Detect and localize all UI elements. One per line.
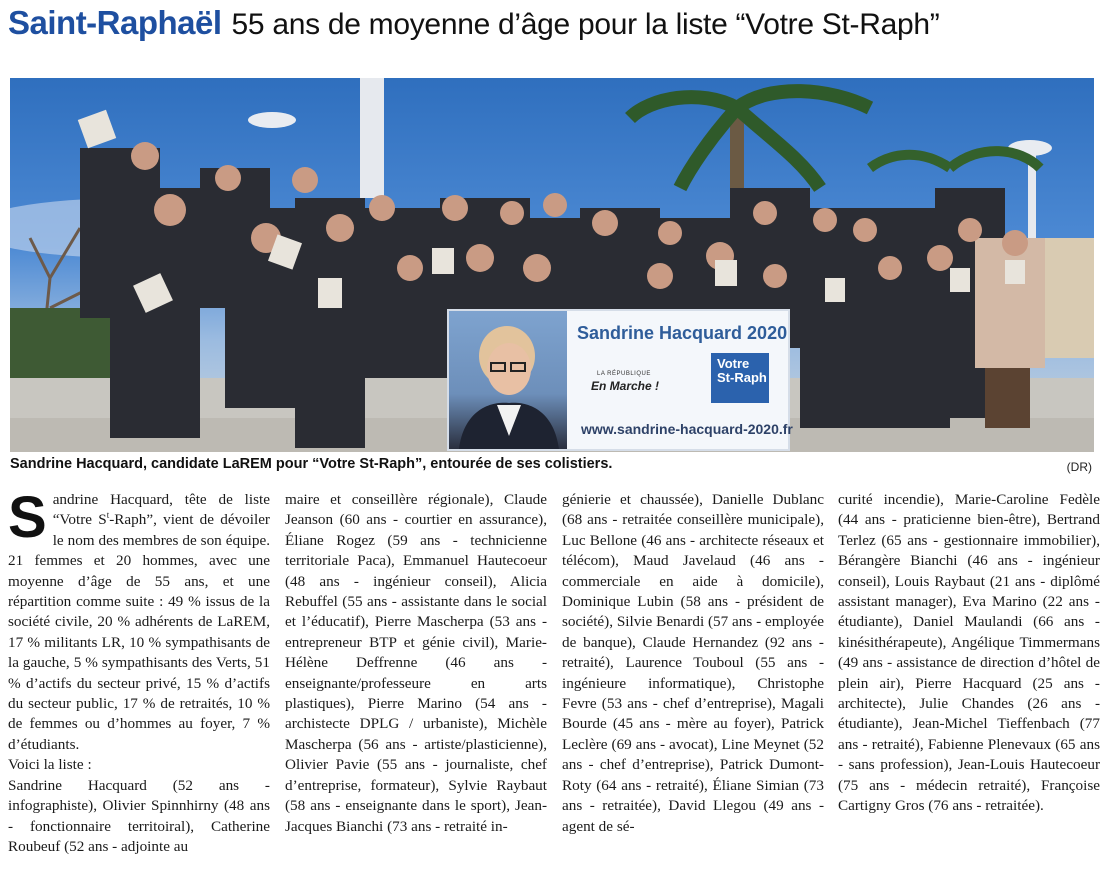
headline-title: 55 ans de moyenne d’âge pour la liste “Votre St-Raph”: [231, 8, 940, 41]
article-body: [8, 485, 1100, 874]
candidate-portrait: [449, 311, 567, 449]
group-photo: [10, 78, 1094, 452]
headline-town: Saint-Raphaël: [8, 4, 222, 41]
logo-line-1: Votre: [717, 356, 750, 371]
campaign-banner: [447, 309, 793, 451]
lead-part-2: -Raph”, vient de dévoiler le nom des membres de son équipe. 21 femmes et 20 hommes, avec une moyenne d’âge de 55 ans, et une répartition comme suite : 49 % issus de la société civile, 20 % adhérents de LaREM, 17 % militants LR, 10 % sympathisants de la gauche, 5 % sympathisants des Verts, 51 % d’actifs du secteur privé, 15 % d’actifs du secteur public, 17 % de retraités, 10 % de femmes ou d’hommes au foyer, 7 % d’étudiants.: [8, 511, 270, 753]
drop-cap: S: [8, 485, 47, 550]
list-part-3: génierie et chaussée), Danielle Dublanc (68 ans - retraitée conseillère municipale), Luc Bellone (46 ans - architecte réseaux et télécom), Maud Javelaud (46 ans - commerciale en aide à domicile), Dominique Lubin (58 ans - président de société), Silvie Benardi (57 ans - employée de banque), Claude Hernandez (92 ans - retraité), Laurence Touboul (55 ans - ingénieure informatique), Christophe Fevre (53 ans - chef d’entreprise), Magali Bourde (45 ans - mère au foyer), Patrick Leclère (69 ans - avocat), Line Meynet (52 ans - chef d’entreprise), Patrick Dumont-Roty (64 ans - retraité), Éliane Simian (73 ans - retraitée), David Llegou (49 ans - agent de sé-: [562, 491, 824, 835]
lead-part-1: andrine Hacquard, tête de liste “Votre S: [52, 491, 270, 529]
banner-title: Sandrine Hacquard 2020: [577, 323, 788, 343]
list-part-2: maire et conseillère régionale), Claude Jeanson (60 ans - courtier en assurance), Éliane Rogez (59 ans - technicienne territoriale Paca), Emmanuel Hautecoeur (48 ans - ingénieur conseil), Alicia Rebuffel (55 ans - assistante dans le social et l’éducatif), Pierre Mascherpa (53 ans - entrepreneur BTP et génie civil), Marie-Hélène Deffrenne (46 ans - enseignante/professeure en arts plastiques), Pierre Marino (54 ans - archistecte DPLG / urbaniste), Michèle Mascherpa (56 ans - artiste/plasticienne), Olivier Pavie (55 ans - journaliste, chef d’entreprise, formateur), Sylvie Raybaut (58 ans - enseignante dans le sport), Jean-Jacques Bianchi (73 ans - retraité in-: [285, 491, 547, 835]
photo-caption: Sandrine Hacquard, candidate LaREM pour “Votre St-Raph”, entourée de ses colistiers.: [10, 456, 613, 472]
article-column-1: [8, 485, 270, 857]
logo-line-2: St-Raph: [717, 370, 767, 385]
article-lead: [8, 485, 270, 755]
banner-republique: LA RÉPUBLIQUE: [597, 371, 651, 377]
article-column-3: [562, 490, 824, 837]
votre-st-raph-logo: [711, 353, 769, 403]
article-column-4: [838, 490, 1100, 817]
photo-credit: (DR): [1066, 460, 1092, 474]
banner-url: www.sandrine-hacquard-2020.fr: [581, 421, 793, 437]
lead-superscript: t: [106, 510, 110, 521]
list-intro: Voici la liste :: [8, 756, 92, 774]
article-column-2: [285, 490, 547, 837]
list-part-1: Sandrine Hacquard (52 ans - infographiste), Olivier Spinnhirny (48 ans - fonctionnaire territoiral), Catherine Roubeuf (52 ans - adjointe au: [8, 776, 270, 855]
headline: [8, 4, 1098, 50]
banner-en-marche: En Marche !: [591, 379, 660, 393]
list-part-4: curité incendie), Marie-Caroline Fedèle (44 ans - praticienne bien-être), Bertrand Terlez (65 ans - gestionnaire immobilier), Bérangère Bianchi (46 ans - ingénieur conseil), Louis Raybaut (21 ans - diplômé assistant manager), Eva Marino (22 ans - étudiante), Daniel Maulandi (66 ans - kinésithérapeute), Angélique Timmermans (49 ans - assistance de direction d’hôtel de plein air), Pierre Hacquard (25 ans - architecte), Julie Chandes (26 ans - étudiante), Jean-Michel Tieffenbach (77 ans - retraité), Fabienne Plenevaux (65 ans - sans profession), Jean-Louis Hautecoeur (75 ans - médecin retraité), Françoise Cartigny Gros (76 ans - retraitée).: [838, 491, 1100, 815]
